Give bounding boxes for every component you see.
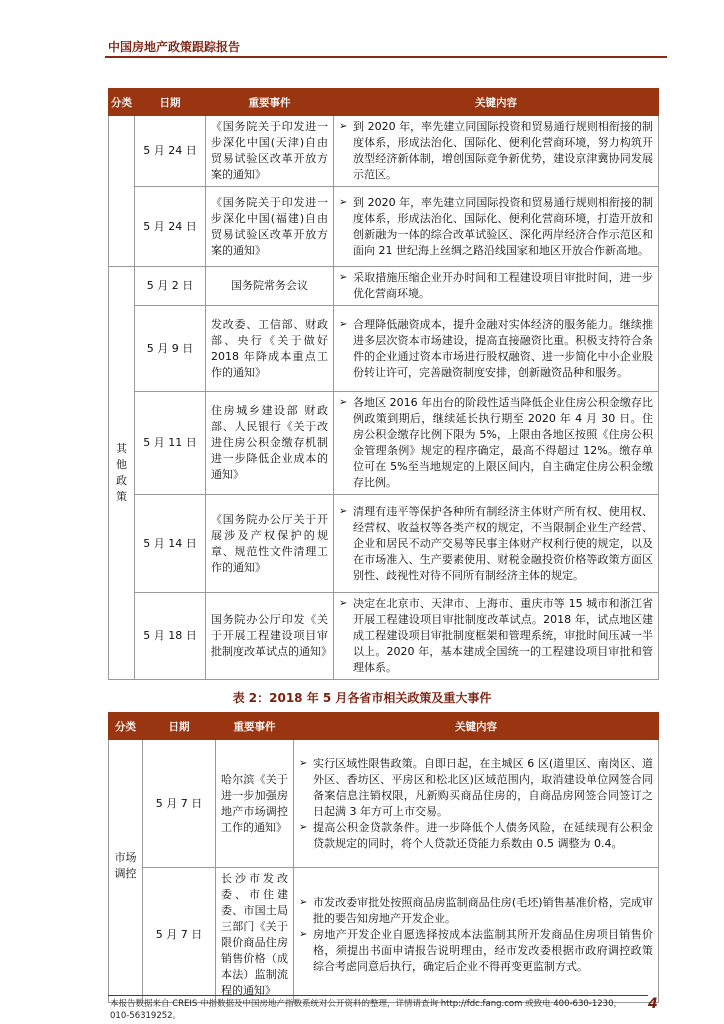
table-row	[109, 868, 659, 1003]
table-2-caption: 表 2：2018 年 5 月各省市相关政策及重大事件	[232, 691, 492, 705]
content-bullet: ➢ 提高公积金贷款条件。进一步降低个人债务风险，在延续现有公积金贷款规定的同时，将个人贷款还贷能力系数由 0.5 调整为 0.4。	[299, 820, 653, 852]
content-cell	[334, 306, 659, 392]
content-bullet: ➢ 各地区 2016 年出台的阶段性适当降低企业住房公积金缴存比例政策到期后，继续延长执行期至 2020 年 4 月 30 日。住房公积金缴存比例下限为 5%，上限由各地区按照《住房公积金管理条例》规定的程序确定，最高不得超过 12%。缴存单位可在 5%至当地规定的上限区间内，自主确定住房公积金缴存比例。	[339, 395, 653, 491]
table-row	[109, 267, 659, 306]
policy-table-2	[108, 712, 659, 1003]
date-cell: 5 月 2 日	[135, 267, 206, 306]
table-row	[109, 495, 659, 593]
content-cell	[334, 495, 659, 593]
date-cell: 5 月 11 日	[135, 392, 206, 495]
content-bullet: ➢ 合理降低融资成本，提升金融对实体经济的服务能力。继续推进多层次资本市场建设，提高直接融资比重。积极支持符合条件的企业通过资本市场进行股权融资、进一步简化中小企业股份转让许可，完善融资制度安排，创新融资品种和服务。	[339, 317, 653, 381]
table-header-row	[109, 89, 659, 116]
footnote: 本报告数据来自 CREIS 中指数据及中国房地产指数系统对公开资料的整理，详情请查询 http://fdc.fang.com 或致电 400-630-1230，010-56319252。	[110, 999, 622, 1021]
category-label: 市场调控	[114, 851, 137, 880]
policy-table-1	[108, 88, 659, 680]
event-cell: 国务院办公厅印发《关于开展工程建设项目审批制度改革试点的通知》	[206, 593, 334, 680]
table-row	[109, 740, 659, 868]
table-row	[109, 593, 659, 680]
table-row	[109, 392, 659, 495]
header-content: 关键内容	[294, 713, 659, 740]
content-bullet: ➢ 清理有违平等保护各种所有制经济主体财产所有权、使用权、经营权、收益权等各类产权的规定，不当限制企业生产经营、企业和居民不动产交易等民事主体财产权利行使的规定，以及在市场准入、生产要素使用、财税金融投资价格等政策方面区别性、歧视性对待不同所有制经济主体的规定。	[339, 504, 653, 584]
content-cell	[334, 116, 659, 187]
content-cell	[334, 593, 659, 680]
date-cell: 5 月 7 日	[143, 740, 216, 868]
date-cell: 5 月 24 日	[135, 116, 206, 187]
content-bullet: ➢ 采取措施压缩企业开办时间和工程建设项目审批时间，进一步优化营商环境。	[339, 270, 653, 302]
event-cell: 《国务院关于印发进一步深化中国(天津)自由贸易试验区改革开放方案的通知》	[206, 116, 334, 187]
table-row	[109, 306, 659, 392]
content-bullet: ➢ 房地产开发企业自愿选择按成本法监制其所开发商品住房项目销售价格，须提出书面申请报告说明理由，经市发改委根据市政府调控政策综合考虑同意后执行，确定后企业不得再变更监制方式。	[299, 927, 653, 975]
header-category: 分类	[109, 89, 135, 116]
header-date: 日期	[135, 89, 206, 116]
category-cell	[109, 740, 143, 1003]
content-bullet: ➢ 决定在北京市、天津市、上海市、重庆市等 15 城市和浙江省开展工程建设项目审批制度改革试点。2018 年，试点地区建成工程建设项目审批制度框架和管理系统，审批时间压减一半以上。2020 年，基本建成全国统一的工程建设项目审批和管理体系。	[339, 596, 653, 676]
date-cell: 5 月 24 日	[135, 187, 206, 267]
header-event: 重要事件	[216, 713, 294, 740]
content-cell	[334, 392, 659, 495]
report-header-title: 中国房地产政策跟踪报告	[108, 40, 241, 54]
header-divider	[105, 56, 667, 58]
event-cell: 住房城乡建设部 财政部、人民银行《关于改进住房公积金缴存机制进一步降低企业成本的通知》	[206, 392, 334, 495]
event-cell: 《国务院关于印发进一步深化中国(福建)自由贸易试验区改革开放方案的通知》	[206, 187, 334, 267]
date-cell: 5 月 9 日	[135, 306, 206, 392]
content-cell	[334, 187, 659, 267]
category-cell	[109, 187, 135, 267]
table-header-row	[109, 713, 659, 740]
page-number: 4	[648, 996, 658, 1012]
content-cell	[294, 868, 659, 1003]
category-cell	[109, 116, 135, 187]
header-date: 日期	[143, 713, 216, 740]
event-cell: 发改委、工信部、财政部、央行《关于做好 2018 年降成本重点工作的通知》	[206, 306, 334, 392]
date-cell: 5 月 18 日	[135, 593, 206, 680]
category-cell	[109, 267, 135, 680]
footer-divider	[108, 995, 648, 996]
date-cell: 5 月 7 日	[143, 868, 216, 1003]
content-cell	[294, 740, 659, 868]
date-cell: 5 月 14 日	[135, 495, 206, 593]
content-bullet: ➢ 实行区域性限售政策。自即日起，在主城区 6 区(道里区、南岗区、道外区、香坊区、平房区和松北区)区域范围内，取消建设单位网签合同备案信息注销权限，凡新购买商品住房的，自商品房网签合同签订之日起满 3 年方可上市交易。	[299, 756, 653, 820]
header-event: 重要事件	[206, 89, 334, 116]
table-row	[109, 187, 659, 267]
event-cell: 国务院常务会议	[206, 267, 334, 306]
content-bullet: ➢ 到 2020 年，率先建立同国际投资和贸易通行规则相衔接的制度体系，形成法治化、国际化、便利化营商环境，努力构筑开放型经济新体制，增创国际竞争新优势，建设京津冀协同发展示范区。	[339, 119, 653, 183]
content-bullet: ➢ 市发改委审批处按照商品房监制商品住房(毛坯)销售基准价格，完成审批的要告知房地产开发企业。	[299, 895, 653, 927]
header-category: 分类	[109, 713, 143, 740]
content-cell	[334, 267, 659, 306]
event-cell: 哈尔滨《关于进一步加强房地产市场调控工作的通知》	[216, 740, 294, 868]
content-bullet: ➢ 到 2020 年，率先建立同国际投资和贸易通行规则相衔接的制度体系，形成法治化、国际化、便利化营商环境，打造开放和创新融为一体的综合改革试验区、深化两岸经济合作示范区和面向 21 世纪海上丝绸之路沿线国家和地区开放合作新高地。	[339, 195, 653, 259]
category-label: 其他政策	[116, 442, 127, 503]
event-cell: 《国务院办公厅关于开展涉及产权保护的规章、规范性文件清理工作的通知》	[206, 495, 334, 593]
event-cell: 长沙市发改委、市住建委、市国土局三部门《关于限价商品住房销售价格（成本法）监制流程的通知》	[216, 868, 294, 1003]
header-content: 关键内容	[334, 89, 659, 116]
table-row	[109, 116, 659, 187]
